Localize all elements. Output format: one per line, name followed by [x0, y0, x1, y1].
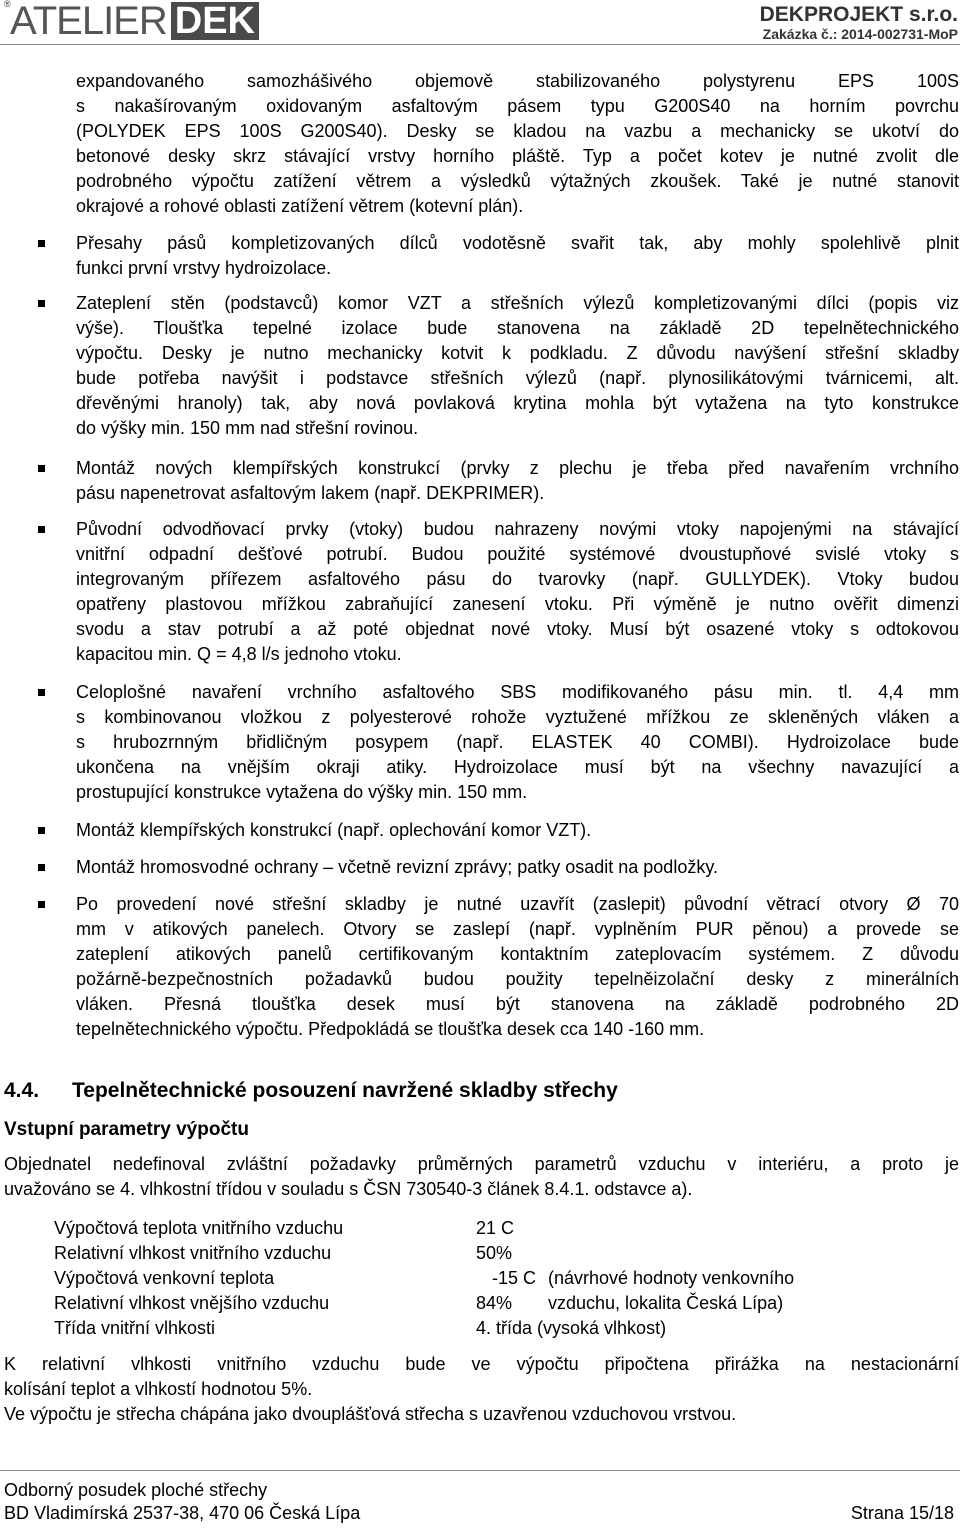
text-line: dřevěnými hranoly) tak, aby nová povlaková krytina mohla být vytažena na tyto konstrukce	[76, 393, 959, 413]
bullet-marker-icon	[38, 300, 45, 307]
text-line: výpočtu. Desky je nutno mechanicky kotvit k podkladu. Z důvodu navýšení střešní skladby	[76, 343, 959, 363]
parameter-value: 84%	[476, 1293, 513, 1313]
subsection-heading: Vstupní parametry výpočtu	[4, 1119, 249, 1140]
logo-atelier-text	[4, 0, 167, 43]
text-line: K relativní vlhkosti vnitřního vzduchu bude ve výpočtu připočtena přirážka na nestacionární	[4, 1354, 959, 1374]
page-header	[0, 0, 960, 46]
text-line: požárně-bezpečnostních požadavků budou použity tepelněizolační desky z minerálních	[76, 969, 959, 989]
text-line: bude potřeba navýšit i podstavce střešních výlezů (např. plynosilikátovými tvárnicemi, alt.	[76, 368, 959, 388]
registered-mark: ®	[4, 0, 10, 9]
text-line: prostupující konstrukce vytažena do výšky min. 150 mm.	[76, 782, 528, 802]
parameter-value: 21 C	[476, 1218, 515, 1238]
bullet-marker-icon	[38, 901, 45, 908]
bullet-item	[76, 456, 959, 506]
intro-paragraph	[76, 69, 959, 219]
section-title: Tepelnětechnické posouzení navržené skladby střechy	[72, 1079, 618, 1102]
text-line: betonové desky skrz stávající vrstvy horního pláště. Typ a počet kotev je nutné zvolit dle	[76, 146, 959, 166]
parameter-value: 50%	[476, 1243, 513, 1263]
text-line: Přesahy pásů kompletizovaných dílců vodotěsně svařit tak, aby mohly spolehlivě plnit	[76, 233, 959, 253]
footer-document-title: Odborný posudek ploché střechy	[4, 1480, 268, 1500]
text-line: Objednatel nedefinoval zvláštní požadavky průměrných parametrů vzduchu v interiéru, a proto je	[4, 1154, 959, 1174]
text-line: (POLYDEK EPS 100S G200S40). Desky se kladou na vazbu a mechanicky se ukotví do	[76, 121, 959, 141]
text-line: mm v atikových panelech. Otvory se zaslepí (např. vyplněním PUR pěnou) a provede se	[76, 919, 959, 939]
text-line: s hrubozrnným břidličným posypem (např. ELASTEK 40 COMBI). Hydroizolace bude	[76, 732, 959, 752]
roof-type-paragraph: Ve výpočtu je střecha chápána jako dvouplášťová střecha s uzavřenou vzduchovou vrstvou.	[4, 1404, 737, 1424]
text-line: výše). Tloušťka tepelné izolace bude stanovena na základě 2D tepelnětechnického	[76, 318, 959, 338]
text-line: ukončena na vnějším okraji atiky. Hydroizolace musí být na všechny navazující a	[76, 757, 959, 777]
text-line: vláken. Přesná tloušťka desek musí být stanovena na základě podrobného 2D	[76, 994, 959, 1014]
bullet-item	[76, 818, 959, 843]
bullet-item	[76, 680, 959, 805]
text-line: Montáž nových klempířských konstrukcí (prvky z plechu je třeba před navařením vrchního	[76, 458, 959, 478]
bullet-marker-icon	[38, 864, 45, 871]
order-number: Zakázka č.: 2014-002731-MoP	[762, 26, 958, 42]
company-name: DEKPROJEKT s.r.o.	[759, 3, 958, 26]
text-line: svodu a stav potrubí a až poté objednat nové vtoky. Musí být osazené vtoky s odtokovou	[76, 619, 959, 639]
text-line: Celoplošné navaření vrchního asfaltového SBS modifikovaného pásu min. tl. 4,4 mm	[76, 682, 959, 702]
text-line: s nakašírovaným oxidovaným asfaltovým pásem typu G200S40 na horním povrchu	[76, 96, 959, 116]
parameter-label: Relativní vlhkost vnějšího vzduchu	[54, 1293, 330, 1313]
atelier-dek-logo	[4, 0, 259, 43]
bullet-item	[76, 855, 959, 880]
text-line: funkci první vrstvy hydroizolace.	[76, 258, 332, 278]
section-heading	[4, 1078, 618, 1104]
text-line: podrobného výpočtu zatížení větrem a výsledků výtažných zkoušek. Také je nutné stanovit	[76, 171, 959, 191]
client-requirements-paragraph	[4, 1152, 959, 1202]
text-line: opatřeny plastovou mřížkou zabraňující zanesení vtoku. Při výměně je nutno ověřit dimenzi	[76, 594, 959, 614]
text-line: kolísání teplot a vlhkostí hodnotou 5%.	[4, 1379, 313, 1399]
logo-atelier-word: ATELIER	[10, 0, 167, 43]
parameter-label: Výpočtová venkovní teplota	[54, 1268, 275, 1288]
text-line: Původní odvodňovací prvky (vtoky) budou nahrazeny novými vtoky napojenými na stávající	[76, 519, 959, 539]
text-line: pásu napenetrovat asfaltovým lakem (např. DEKPRIMER).	[76, 483, 545, 503]
text-line: vnitřní odpadní dešťové potrubí. Budou použité systémové dvoustupňové svislé vtoky s	[76, 544, 959, 564]
text-line: Montáž hromosvodné ochrany – včetně revizní zprávy; patky osadit na podložky.	[76, 857, 718, 877]
text-line: zateplení atikových panelů certifikovaným kontaktním zateplovacím systémem. Z důvodu	[76, 944, 959, 964]
footer-address: BD Vladimírská 2537-38, 470 06 Česká Lípa	[4, 1503, 361, 1523]
bullet-item	[76, 231, 959, 281]
text-line: do výšky min. 150 mm nad střešní rovinou.	[76, 418, 419, 438]
bullet-item	[76, 291, 959, 441]
bullet-marker-icon	[38, 827, 45, 834]
page-number: Strana 15/18	[850, 1503, 954, 1523]
humidity-surcharge-paragraph	[4, 1352, 959, 1402]
text-line: okrajové a rohové oblasti zatížení větrem (kotevní plán).	[76, 196, 524, 216]
text-line: expandovaného samozhášivého objemově stabilizovaného polystyrenu EPS 100S	[76, 71, 959, 91]
text-line: Montáž klempířských konstrukcí (např. oplechování komor VZT).	[76, 820, 592, 840]
parameter-label: Třída vnitřní vlhkosti	[54, 1318, 216, 1338]
parameter-label: Výpočtová teplota vnitřního vzduchu	[54, 1218, 344, 1238]
parameter-value: 4. třída (vysoká vlhkost)	[476, 1318, 667, 1338]
footer-divider	[0, 1470, 960, 1471]
text-line: kapacitou min. Q = 4,8 l/s jednoho vtoku.	[76, 644, 402, 664]
text-line: integrovaným přířezem asfaltového pásu do tvarovky (např. GULLYDEK). Vtoky budou	[76, 569, 959, 589]
bullet-item	[76, 517, 959, 667]
text-line: uvažováno se 4. vlhkostní třídou v souladu s ČSN 730540-3 článek 8.4.1. odstavce a).	[4, 1179, 693, 1199]
parameter-label: Relativní vlhkost vnitřního vzduchu	[54, 1243, 332, 1263]
parameter-note: (návrhové hodnoty venkovního	[548, 1268, 795, 1288]
parameter-note: vzduchu, lokalita Česká Lípa)	[548, 1293, 784, 1313]
section-number: 4.4.	[4, 1079, 40, 1102]
bullet-marker-icon	[38, 465, 45, 472]
bullet-marker-icon	[38, 526, 45, 533]
bullet-marker-icon	[38, 240, 45, 247]
parameter-value: -15 C	[491, 1268, 536, 1288]
text-line: s kombinovanou vložkou z polyesterové rohože vyztužené mřížkou ze skleněných vláken a	[76, 707, 959, 727]
text-line: Zateplení stěn (podstavců) komor VZT a střešních výlezů kompletizovanými dílci (popis viz	[76, 293, 959, 313]
text-line: tepelnětechnického výpočtu. Předpokládá se tloušťka desek cca 140 -160 mm.	[76, 1019, 705, 1039]
bullet-marker-icon	[38, 689, 45, 696]
header-divider	[0, 44, 960, 45]
bullet-item	[76, 892, 959, 1042]
logo-dek-box: DEK	[171, 2, 259, 40]
text-line: Po provedení nové střešní skladby je nutné uzavřít (zaslepit) původní větrací otvory Ø 70	[76, 894, 959, 914]
